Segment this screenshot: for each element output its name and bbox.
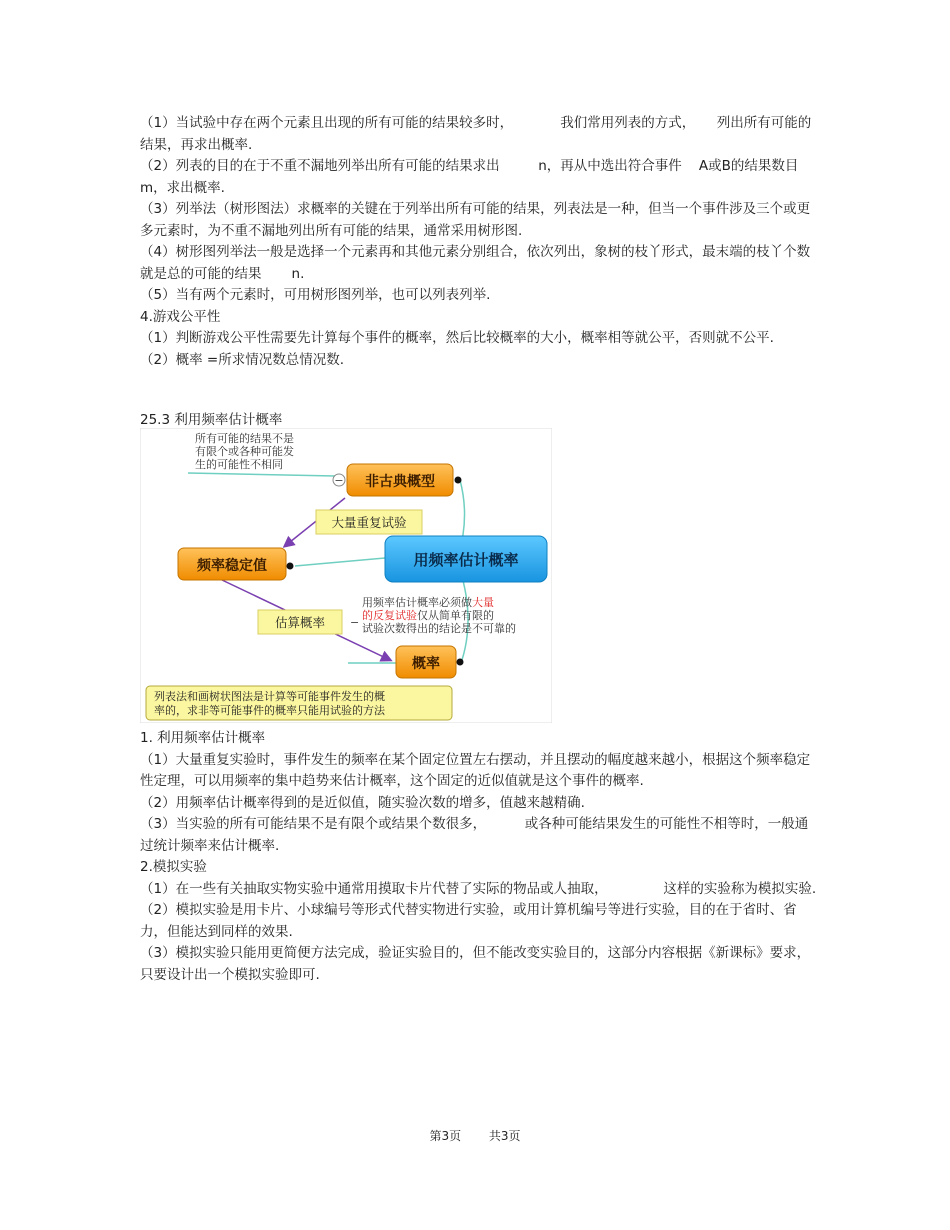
note-bottom-line: 列表法和画树状图法是计算等可能事件发生的概 <box>154 690 385 703</box>
text-block-frequency <box>140 728 820 986</box>
svg-text:−: − <box>334 474 344 487</box>
page-number: 第3页 <box>429 1129 462 1143</box>
collapse-toggle-icon[interactable] <box>350 616 359 629</box>
node-label: 频率稳定值 <box>197 558 267 574</box>
node-non-classic[interactable] <box>347 464 453 496</box>
collapse-toggle-icon[interactable] <box>333 474 345 487</box>
node-dot <box>457 659 464 666</box>
page-footer <box>0 1127 950 1144</box>
node-center[interactable] <box>385 536 547 582</box>
paragraph: （1）大量重复实验时，事件发生的频率在某个固定位置左右摆动，并且摆动的幅度越来越小，根据这个频率稳定性定理，可以用频率的集中趋势来估计概率，这个固定的近似值就是这个事件的概率. <box>140 751 811 789</box>
heading-game-fairness: 4.游戏公平性 <box>140 308 221 325</box>
label-repeat-trials <box>316 510 422 534</box>
note-top-line: 生的可能性不相同 <box>195 458 283 471</box>
svg-text:的反复试验仅从简单有限的 <box>362 608 494 622</box>
note-top <box>195 431 294 471</box>
paragraph: （2）模拟实验是用卡片、小球编号等形式代替实物进行实验，或用计算机编号等进行实验，目的在于省时、省力，但能达到同样的效果. <box>140 902 797 940</box>
paragraph: （4）树形图列举法一般是选择一个元素再和其他元素分别组合，依次列出，象树的枝丫形式，最末端的枝丫个数就是总的可能的结果 n. <box>140 244 811 282</box>
note-right-highlight: 的反复试验 <box>362 609 417 622</box>
note-right-highlight: 大量 <box>472 596 494 609</box>
label-estimate <box>258 610 342 634</box>
svg-text:−: − <box>350 616 360 629</box>
note-right-text: 仅从简单有限的 <box>417 609 494 622</box>
page-total: 共3页 <box>488 1129 521 1143</box>
heading-frequency-estimate: 1. 利用频率估计概率 <box>140 730 266 746</box>
text-block-list-method <box>140 113 820 371</box>
paragraph: （2）概率 =所求情况数总情况数. <box>140 351 344 368</box>
paragraph: （5）当有两个元素时，可用树形图列举，也可以列表列举. <box>140 287 491 303</box>
node-probability[interactable] <box>396 646 456 678</box>
note-right <box>362 595 516 635</box>
paragraph: （1）在一些有关抽取实物实验中通常用摸取卡片代替了实际的物品或人抽取， 这样的实验称为模拟实验. <box>140 880 817 897</box>
mind-map-diagram <box>140 428 552 723</box>
heading-simulation: 2.模拟实验 <box>140 859 207 875</box>
paragraph: （2）用频率估计概率得到的是近似值，随实验次数的增多，值越来越精确. <box>140 794 585 811</box>
paragraph: （3）模拟实验只能用更简便方法完成，验证实验目的，但不能改变实验目的，这部分内容根据《新课标》要求，只要设计出一个模拟实验即可. <box>140 945 811 983</box>
note-top-line: 有限个或各种可能发 <box>195 445 294 458</box>
paragraph: （3）列举法（树形图法）求概率的关键在于列举出所有可能的结果，列表法是一种，但当一个事件涉及三个或更多元素时，为不重不漏地列出所有可能的结果，通常采用树形图. <box>140 201 811 239</box>
note-right-text: 用频率估计概率必须做 <box>362 596 472 609</box>
note-right-text: 试验次数得出的结论是不可靠的 <box>362 622 516 635</box>
node-stable-frequency[interactable] <box>178 548 286 580</box>
svg-text:大量重复试验: 大量重复试验 <box>331 515 407 530</box>
paragraph: （1）判断游戏公平性需要先计算每个事件的概率，然后比较概率的大小，概率相等就公平，否则就不公平. <box>140 330 774 346</box>
svg-text:用频率估计概率必须做大量 <box>362 595 494 609</box>
paragraph: （1）当试验中存在两个元素且出现的所有可能的结果较多时， 我们常用列表的方式， 列出所有可能的结果，再求出概率. <box>140 115 812 153</box>
note-bottom <box>146 686 452 720</box>
svg-text:估算概率: 估算概率 <box>274 615 326 630</box>
node-label: 用频率估计概率 <box>413 551 519 569</box>
paragraph: （3）当实验的所有可能结果不是有限个或结果个数很多， 或各种可能结果发生的可能性不相等时，一般通过统计频率来估计概率. <box>140 816 809 854</box>
note-bottom-line: 率的，求非等可能事件的概率只能用试验的方法 <box>154 704 385 717</box>
paragraph: （2）列表的目的在于不重不漏地列举出所有可能的结果求出 n，再从中选出符合事件 A或B的结果数目 m，求出概率. <box>140 158 803 196</box>
node-label: 概率 <box>412 656 440 672</box>
node-label: 非古典概型 <box>365 474 435 490</box>
node-dot <box>287 563 294 570</box>
note-top-line: 所有可能的结果不是 <box>195 432 294 445</box>
section-title: 25.3 利用频率估计概率 <box>140 412 283 428</box>
node-dot <box>455 477 462 484</box>
